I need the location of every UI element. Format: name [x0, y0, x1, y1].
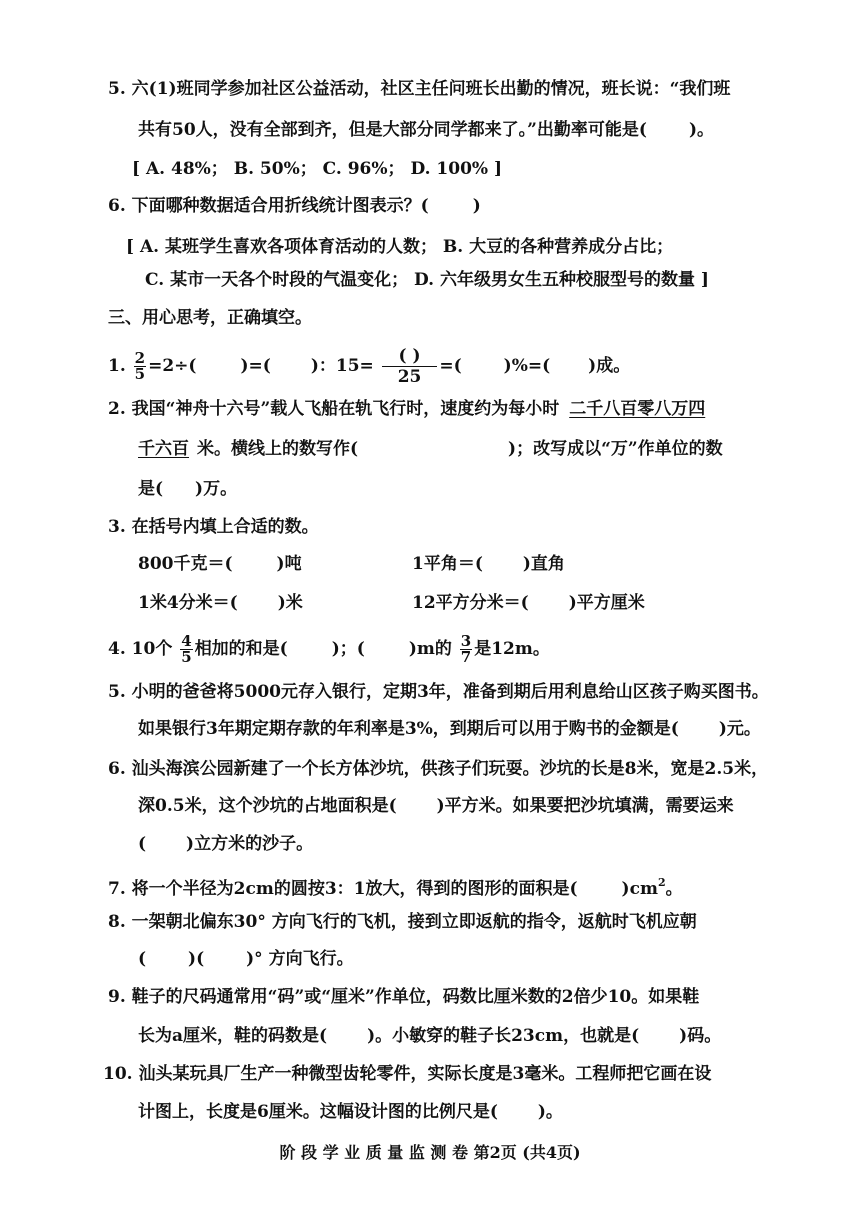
f4-p3: )；( [331, 639, 365, 659]
f9-text2: )。小敏穿的鞋子长23cm，也就是( [367, 1026, 640, 1046]
f8-line1: 8. 一架朝北偏东30° 方向飞行的飞机，接到立即返航的指令，返航时飞机应朝 [108, 912, 697, 932]
f2-line2 [138, 438, 723, 460]
f3-item-c [138, 592, 303, 614]
q6-options-line1: [ A. 某班学生喜欢各项体育活动的人数； B. 大豆的各种营养成分占比； [126, 237, 674, 257]
f7-unit: )cm [621, 879, 658, 899]
f4-p4: )m的 [408, 639, 452, 659]
f1-p5: )%=( [503, 356, 551, 376]
f2-text3: )；改写成以“万”作单位的数 [508, 439, 723, 459]
f1-frac-numerator: 2 [134, 349, 146, 367]
f6-line2 [138, 795, 734, 817]
f9-text3: )码。 [679, 1026, 722, 1046]
f5-text-end: )元。 [718, 719, 761, 739]
f3-line1: 3. 在括号内填上合适的数。 [108, 517, 319, 537]
page-footer: 阶 段 学 业 质 量 监 测 卷 第2页 (共4页) [279, 1143, 581, 1162]
f4-p5: 是12m。 [474, 639, 550, 659]
f1-frac2-denominator: 25 [382, 366, 438, 387]
section-title: 三、用心思考，正确填空。 [108, 308, 312, 328]
f7-end: 。 [665, 879, 683, 899]
f3-a-unit: )吨 [276, 554, 302, 574]
f1-frac2-numerator[interactable]: ( ) [398, 346, 421, 366]
f4-fraction-a [180, 634, 192, 665]
f6-line3 [138, 833, 313, 855]
f3-item-d [412, 592, 645, 614]
f7-superscript: 2 [657, 876, 666, 889]
f1-p2: )=( [240, 356, 271, 376]
f2-underlined-number: 二千八百零八万四 [569, 399, 706, 419]
f5-text: 如果银行3年期定期存款的年利率是3%，到期后可以用于购书的金额是( [138, 719, 679, 739]
f7-line [108, 872, 683, 900]
f3-d-unit: )平方厘米 [568, 593, 645, 613]
f2-text2: 米。横线上的数写作( [197, 439, 359, 459]
f3-item-b [412, 553, 565, 575]
f9-text: 长为a厘米，鞋的码数是( [138, 1026, 328, 1046]
f10-text: 计图上，长度是6厘米。这幅设计图的比例尺是( [138, 1102, 498, 1122]
f6-text: 深0.5米，这个沙坑的占地面积是( [138, 796, 397, 816]
f6-line1: 6. 汕头海滨公园新建了一个长方体沙坑，供孩子们玩耍。沙坑的长是8米，宽是2.5米， [108, 759, 769, 779]
f4-fa-denominator: 5 [181, 648, 192, 666]
q6-options-line2: C. 某市一天各个时段的气温变化； D. 六年级男女生五种校服型号的数量 ] [145, 270, 709, 290]
f3-item-a [138, 553, 302, 575]
f4-line [108, 634, 550, 665]
f6-text2: )平方米。如果要把沙坑填满，需要运来 [436, 796, 734, 816]
f4-p2: 相加的和是( [194, 639, 288, 659]
f10-line1: 10. 汕头某玩具厂生产一种微型齿轮零件，实际长度是3毫米。工程师把它画在设 [103, 1064, 712, 1084]
f1-p6: )成。 [588, 356, 631, 376]
f3-b-text: 1平角＝( [412, 554, 483, 574]
f2-text: 2. 我国“神舟十六号”载人飞船在轨飞行时，速度约为每小时 [108, 399, 560, 419]
f1-frac-denominator: 5 [134, 365, 146, 383]
f2-line3 [138, 478, 237, 500]
f3-c-unit: )米 [277, 593, 303, 613]
f8-text: ( [138, 949, 147, 969]
f4-fraction-b [460, 634, 472, 665]
f1-p1: =2÷( [148, 356, 197, 376]
f3-b-unit: )直角 [522, 554, 565, 574]
f1-fraction [134, 351, 146, 382]
f1-line [108, 346, 630, 387]
q6-line1 [108, 195, 481, 217]
q5-options: [ A. 48%； B. 50%； C. 96%； D. 100% ] [132, 159, 503, 179]
f3-d-text: 12平方分米＝( [412, 593, 529, 613]
f4-fa-numerator: 4 [181, 632, 192, 650]
f1-fraction2 [382, 346, 438, 387]
f8-line2 [138, 948, 354, 970]
f2-text4: 是( [138, 479, 164, 499]
f4-fb-denominator: 7 [460, 648, 472, 666]
f2-underlined-number-end: 千六百 [138, 439, 189, 459]
f1-p3: )：15= [310, 356, 374, 376]
f10-line2 [138, 1101, 563, 1123]
f9-line1: 9. 鞋子的尺码通常用“码”或“厘米”作单位，码数比厘米数的2倍少10。如果鞋 [108, 987, 700, 1007]
q5-text: 共有50人，没有全部到齐，但是大部分同学都来了。”出勤率可能是( [138, 120, 647, 140]
f8-text2: )( [188, 949, 205, 969]
f2-text5: )万。 [195, 479, 238, 499]
f1-num: 1. [108, 356, 126, 376]
q5-line1: 5. 六(1)班同学参加社区公益活动，社区主任问班长出勤的情况，班长说：“我们班 [108, 79, 731, 99]
f2-line1 [108, 398, 705, 420]
f6-text3: ( [138, 834, 147, 854]
q5-line2 [138, 119, 714, 141]
f1-p4: =( [439, 356, 462, 376]
q6-text-end: ) [472, 196, 481, 216]
f4-p1: 4. 10个 [108, 639, 173, 659]
q5-text-end: )。 [688, 120, 715, 140]
f8-text3: )° 方向飞行。 [246, 949, 354, 969]
q6-text: 6. 下面哪种数据适合用折线统计图表示？( [108, 196, 429, 216]
f3-c-text: 1米4分米＝( [138, 593, 238, 613]
f4-fb-numerator: 3 [460, 632, 472, 650]
f5-line1: 5. 小明的爸爸将5000元存入银行，定期3年，准备到期后用利息给山区孩子购买图书。 [108, 682, 769, 702]
f3-a-text: 800千克＝( [138, 554, 233, 574]
f9-line2 [138, 1025, 721, 1047]
f10-text-end: )。 [537, 1102, 563, 1122]
f6-text4: )立方米的沙子。 [186, 834, 314, 854]
f7-text: 7. 将一个半径为2cm的圆按3：1放大，得到的图形的面积是( [108, 879, 578, 899]
f5-line2 [138, 718, 761, 740]
